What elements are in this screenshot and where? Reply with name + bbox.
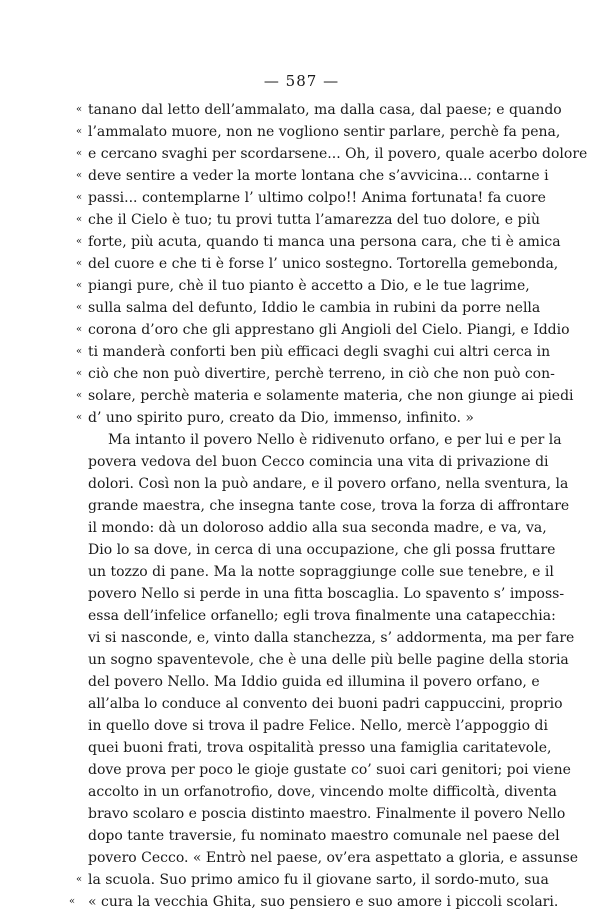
paragraph-1 — [76, 99, 588, 429]
text-line — [88, 781, 557, 803]
text-line — [88, 473, 569, 495]
text-line — [76, 407, 512, 429]
text-line — [88, 737, 552, 759]
text-line — [88, 583, 565, 605]
text-line — [88, 649, 569, 671]
line-text: solare, perchè materia e solamente materia, che non giunge ai piedi — [88, 388, 574, 404]
text-line — [88, 693, 563, 715]
text-line — [88, 715, 548, 737]
quote-mark: « — [76, 104, 83, 115]
text-line — [76, 99, 562, 121]
quote-mark: « — [76, 192, 83, 203]
quote-mark: « — [76, 126, 83, 137]
line-text: vi si nasconde, e, vinto dalla stanchezza, s’ addormenta, ma per fare — [88, 630, 575, 646]
line-text: dopo tante traversie, fu nominato maestro comunale nel paese del — [88, 828, 560, 844]
text-line — [76, 187, 546, 209]
line-text: d’ uno spirito puro, creato da Dio, immenso, infinito. » — [88, 410, 474, 426]
line-text: ciò che non può divertire, perchè terreno, in ciò che non può con- — [88, 366, 555, 382]
text-line — [76, 869, 549, 891]
text-line — [88, 429, 562, 451]
text-line — [76, 253, 559, 275]
text-line — [88, 517, 547, 539]
text-line — [88, 671, 540, 693]
line-text: che il Cielo è tuo; tu provi tutta l’amarezza del tuo dolore, e più — [88, 212, 540, 228]
quote-mark: « — [76, 874, 83, 885]
text-line — [88, 627, 575, 649]
line-text: povero Cecco. « Entrò nel paese, ov’era aspettato a gloria, e assunse — [88, 850, 579, 866]
line-text: la scuola. Suo primo amico fu il giovane sarto, il sordo-muto, sua — [88, 872, 549, 888]
line-text: « cura la vecchia Ghita, suo pensiero e suo amore i piccoli scolari. — [88, 894, 559, 910]
text-line — [88, 605, 556, 627]
text-line — [76, 275, 530, 297]
body-text — [69, 99, 588, 913]
line-text: in quello dove si trova il padre Felice. Nello, mercè l’appoggio di — [88, 718, 548, 734]
line-text: ti manderà conforti ben più efficaci degli svaghi cui altri cerca in — [88, 344, 551, 360]
quote-mark: « — [76, 324, 83, 335]
line-text: corona d’oro che gli apprestano gli Angioli del Cielo. Piangi, e Iddio — [88, 322, 570, 338]
text-line — [88, 495, 570, 517]
text-line — [88, 539, 556, 561]
quote-mark: « — [76, 390, 83, 401]
line-text: piangi pure, chè il tuo pianto è accetto a Dio, e le tue lagrime, — [88, 278, 530, 294]
line-text: dolori. Così non la può andare, e il povero orfano, nella sventura, la — [88, 476, 569, 492]
paragraph-2 — [69, 429, 579, 913]
quote-mark: « — [76, 148, 83, 159]
text-line — [76, 121, 561, 143]
page-number: — 587 — — [263, 72, 340, 90]
text-line — [88, 451, 549, 473]
line-text: all’alba lo conduce al convento dei buoni padri cappuccini, proprio — [88, 696, 563, 712]
line-text: grande maestra, che insegna tante cose, trova la forza di affrontare — [88, 498, 570, 514]
line-text: del cuore e che ti è forse l’ unico sostegno. Tortorella gemebonda, — [88, 256, 559, 272]
line-text: l’ammalato muore, non ne vogliono sentir parlare, perchè fa pena, — [88, 124, 561, 140]
quote-mark: « — [69, 896, 76, 907]
text-line — [76, 319, 570, 341]
line-text: il mondo: dà un doloroso addio alla sua seconda madre, e va, va, — [88, 520, 547, 536]
line-text: Dio lo sa dove, in cerca di una occupazione, che gli possa fruttare — [88, 542, 556, 558]
text-line — [76, 231, 561, 253]
line-text: un sogno spaventevole, che è una delle più belle pagine della storia — [88, 652, 569, 668]
text-line — [76, 297, 541, 319]
line-text: deve sentire a veder la morte lontana che s’avvicina... contarne i — [88, 168, 549, 184]
quote-mark: « — [76, 214, 83, 225]
line-text: accolto in un orfanotrofio, dove, vincendo molte difficoltà, diventa — [88, 784, 557, 800]
line-text: sulla salma del defunto, Iddio le cambia in rubini da porre nella — [88, 300, 541, 316]
line-text: del povero Nello. Ma Iddio guida ed illumina il povero orfano, e — [88, 674, 540, 690]
quote-mark: « — [76, 170, 83, 181]
text-line — [76, 385, 574, 407]
quote-mark: « — [76, 280, 83, 291]
line-text: un tozzo di pane. Ma la notte sopraggiunge colle sue tenebre, e il — [88, 564, 554, 580]
text-line — [88, 759, 571, 781]
text-line — [76, 165, 549, 187]
quote-mark: « — [76, 368, 83, 379]
line-text: povero Nello si perde in una fitta boscaglia. Lo spavento s’ imposs- — [88, 586, 565, 602]
text-line — [69, 891, 559, 913]
text-line — [88, 561, 554, 583]
text-line — [76, 143, 588, 165]
line-text: bravo scolaro e poscia distinto maestro. Finalmente il povero Nello — [88, 806, 566, 822]
quote-mark: « — [76, 412, 83, 423]
text-line — [88, 803, 566, 825]
text-line — [76, 341, 551, 363]
line-text: tanano dal letto dell’ammalato, ma dalla casa, dal paese; e quando — [88, 102, 562, 118]
line-text: essa dell’infelice orfanello; egli trova finalmente una catapecchia: — [88, 608, 556, 624]
text-line — [88, 825, 560, 847]
quote-mark: « — [76, 346, 83, 357]
quote-mark: « — [76, 302, 83, 313]
line-text: quei buoni frati, trova ospitalità presso una famiglia caritatevole, — [88, 740, 552, 756]
quote-mark: « — [76, 236, 83, 247]
text-line — [88, 847, 579, 869]
line-text: Ma intanto il povero Nello è ridivenuto orfano, e per lui e per la — [108, 432, 562, 448]
line-text: povera vedova del buon Cecco comincia una vita di privazione di — [88, 454, 549, 470]
line-text: passi... contemplarne l’ ultimo colpo!! Anima fortunata! fa cuore — [88, 190, 546, 206]
text-line — [76, 363, 555, 385]
line-text: forte, più acuta, quando ti manca una persona cara, che ti è amica — [88, 234, 561, 250]
quote-mark: « — [76, 258, 83, 269]
text-line — [76, 209, 540, 231]
line-text: e cercano svaghi per scordarsene... Oh, il povero, quale acerbo dolore — [88, 146, 588, 162]
line-text: dove prova per poco le gioje gustate co’ suoi cari genitori; poi viene — [88, 762, 571, 778]
